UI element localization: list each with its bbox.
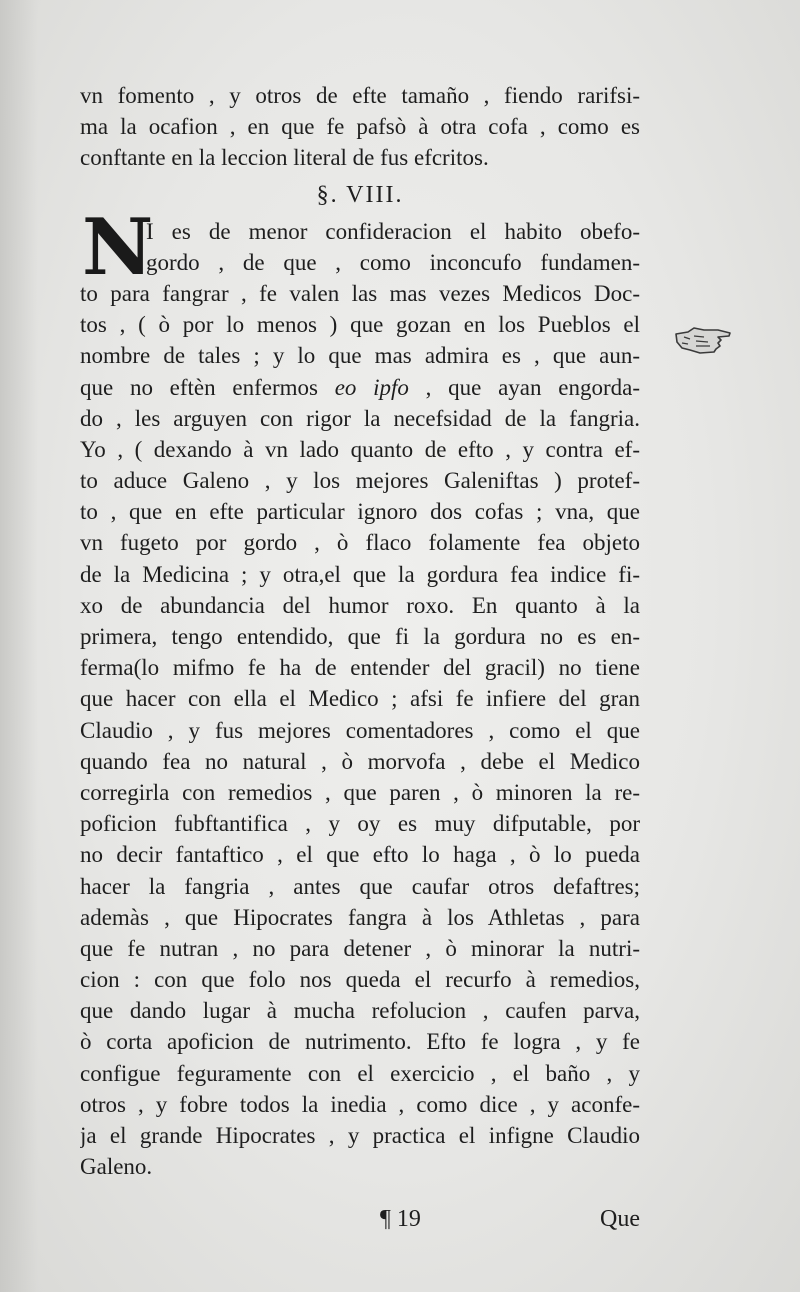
- body-line: vn fugeto por gordo , ò flaco folamente fea objeto: [80, 530, 640, 556]
- line-segment: , que ayan engorda-: [408, 374, 640, 400]
- body-line: xo de abundancia del humor roxo. En quanto à la: [80, 592, 640, 618]
- signature-mark: ¶ 19: [380, 1206, 421, 1232]
- body-line: gordo , de que , como inconcufo fundamen-: [146, 249, 640, 275]
- paragraph: [80, 201, 640, 1183]
- body-line: otros , y fobre todos la inedia , como dice , y aconfe-: [80, 1091, 640, 1117]
- page-text-block: [80, 80, 640, 1182]
- body-line: to aduce Galeno , y los mejores Galeniftas ) protef-: [80, 468, 640, 494]
- body-line: cion : con que folo nos queda el recurfo à remedios,: [80, 967, 640, 993]
- body-line: Claudio , y fus mejores comentadores , como el que: [80, 717, 640, 743]
- body-line: que hacer con ella el Medico ; afsi fe infiere del gran: [80, 686, 640, 712]
- body-line: ò corta apoficion de nutrimento. Efto fe logra , y fe: [80, 1029, 640, 1055]
- body-line: poficion fubftantifica , y oy es muy difputable, por: [80, 811, 640, 837]
- body-line: tos , ( ò por lo menos ) que gozan en los Pueblos el: [80, 312, 640, 338]
- body-line: nombre de tales ; y lo que mas admira es , que aun-: [80, 343, 640, 369]
- body-line: que dando lugar à mucha refolucion , caufen parva,: [80, 998, 640, 1024]
- page-footer: [80, 1206, 640, 1242]
- body-line: corregirla con remedios , que paren , ò minoren la re-: [80, 779, 640, 805]
- body-line: no decir fantaftico , el que efto lo haga , ò lo pueda: [80, 842, 640, 868]
- drop-cap-initial: N: [82, 201, 154, 293]
- body-line: configue feguramente con el exercicio , el baño , y: [80, 1060, 640, 1086]
- body-line: ma la ocafion , en que fe pafsò à otra cofa , como es: [80, 114, 640, 140]
- body-line: I es de menor confideracion el habito obefo-: [146, 218, 640, 244]
- body-line: ferma(lo mifmo fe ha de entender del gracil) no tiene: [80, 655, 640, 681]
- pointing-hand-icon: [674, 324, 732, 358]
- body-line: quando fea no natural , ò morvofa , debe el Medico: [80, 748, 640, 774]
- italic-latin-phrase: eo ipfo: [334, 374, 409, 400]
- body-line: que fe nutran , no para detener , ò minorar la nutri-: [80, 935, 640, 961]
- body-line: vn fomento , y otros de efte tamaño , fiendo rarifsi-: [80, 83, 640, 108]
- body-line: conftante en la leccion literal de fus efcritos.: [80, 145, 489, 171]
- body-line: to , que en efte particular ignoro dos cofas ; vna, que: [80, 499, 640, 525]
- body-line-with-italic: [80, 372, 640, 403]
- body-line: to para fangrar , fe valen las mas vezes Medicos Doc-: [80, 280, 640, 306]
- body-line: do , les arguyen con rigor la necefsidad de la fangria.: [80, 405, 640, 431]
- body-line: ademàs , que Hipocrates fangra à los Athletas , para: [80, 904, 640, 930]
- line-segment: que no eftèn enfermos: [80, 374, 335, 400]
- body-line: hacer la fangria , antes que caufar otros defaftres;: [80, 873, 640, 899]
- page-gutter-shadow: [0, 0, 38, 1292]
- body-line: ja el grande Hipocrates , y practica el infigne Claudio: [80, 1123, 640, 1148]
- catchword: Que: [600, 1206, 640, 1232]
- section-heading: §. VIII.: [316, 181, 404, 208]
- body-line: de la Medicina ; y otra,el que la gordura fea indice fi-: [80, 561, 640, 587]
- body-line: primera, tengo entendido, que fi la gordura no es en-: [80, 624, 640, 649]
- body-line-last: Galeno.: [80, 1154, 153, 1180]
- body-line: Yo , ( dexando à vn lado quanto de efto , y contra ef-: [80, 436, 640, 462]
